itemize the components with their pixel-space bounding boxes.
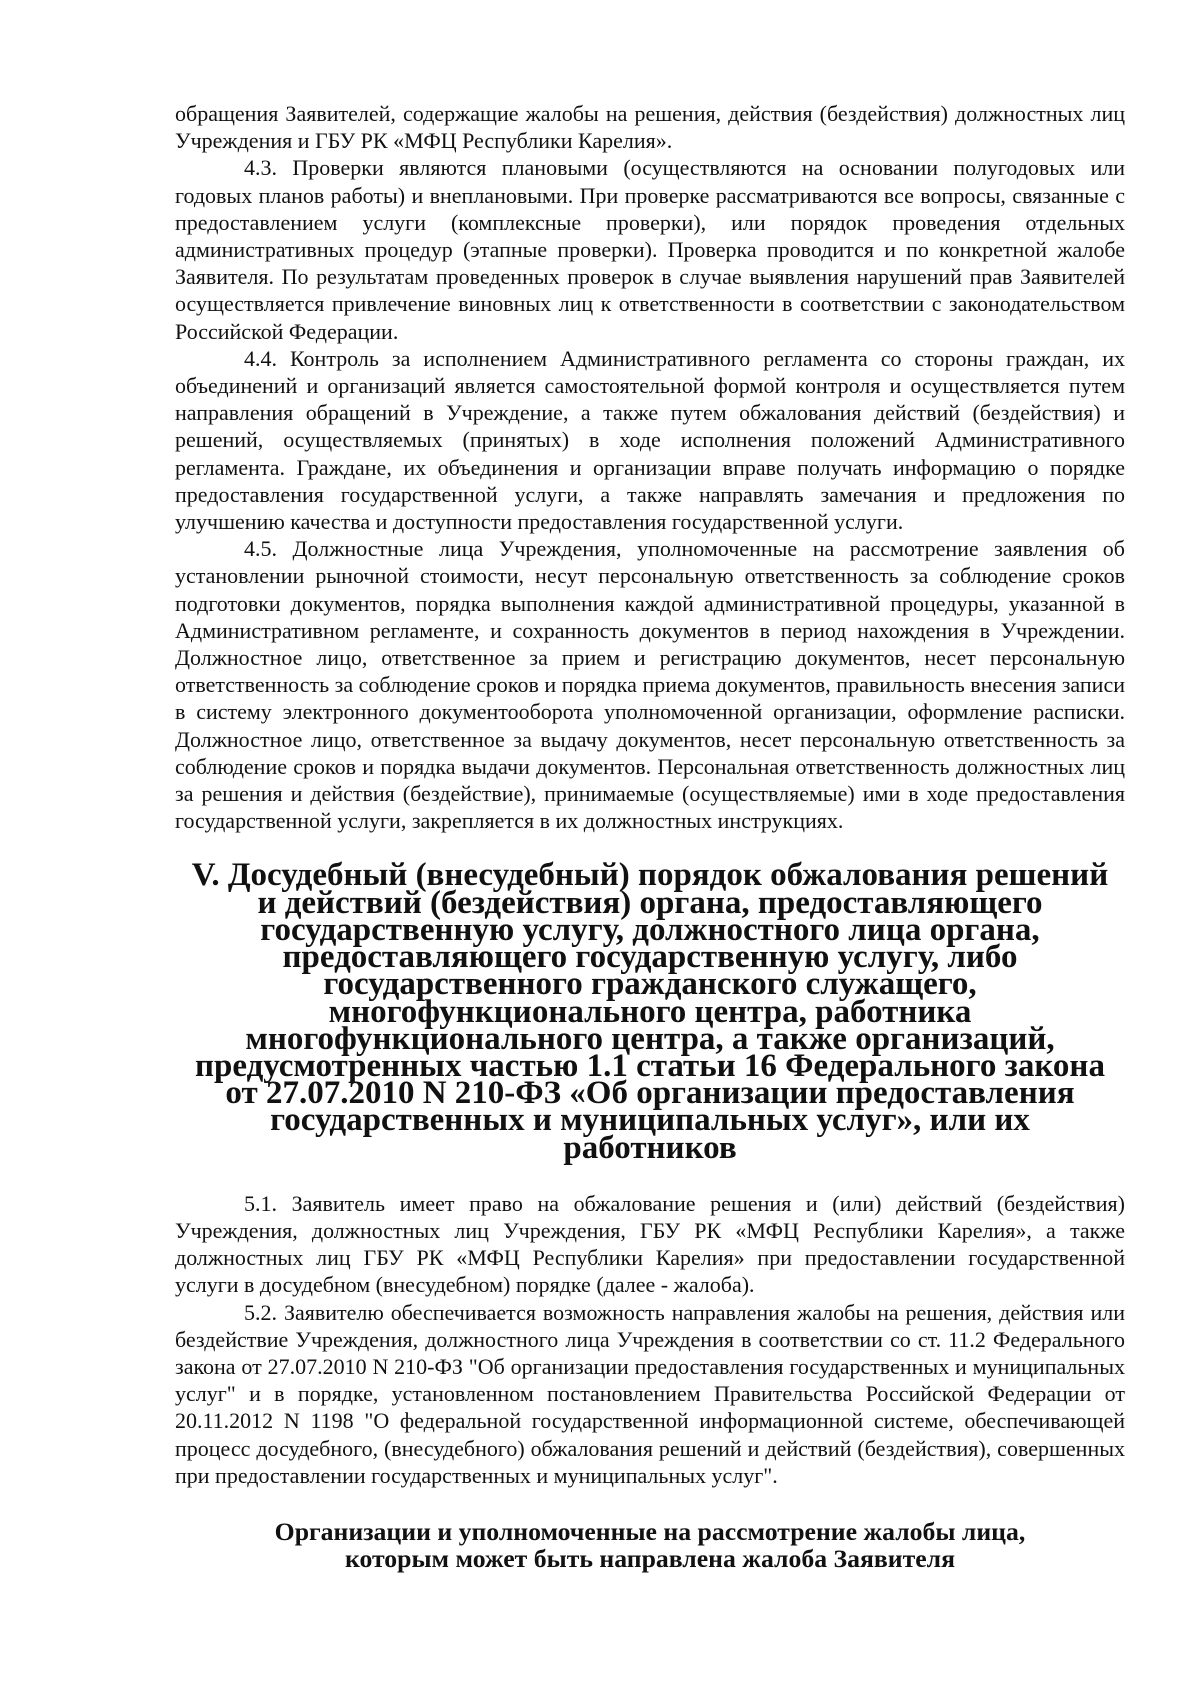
document-page bbox=[175, 100, 1125, 1572]
paragraph-5-2: 5.2. Заявителю обеспечивается возможность направления жалобы на решения, действия или бездействие Учреждения, должностного лица Учреждения в соответствии со ст. 11.2 Федерального закона от 27.07.2010 N 210-ФЗ "Об организации предоставления государственных и муниципальных услуг" и в порядке, установленном постановлением Правительства Российской Федерации от 20.11.2012 N 1198 "О федеральной государственной информационной системе, обеспечивающей процесс досудебного, (внесудебного) обжалования решений и действий (бездействия), совершенных при предоставлении государственных и муниципальных услуг". bbox=[175, 1299, 1125, 1488]
paragraph-4-3: 4.3. Проверки являются плановыми (осуществляются на основании полугодовых или годовых планов работы) и внеплановыми. При проверке рассматриваются все вопросы, связанные с предоставлением услуги (комплексные проверки), или порядок проведения отдельных административных процедур (этапные проверки). Проверка проводится и по конкретной жалобе Заявителя. По результатам проведенных проверок в случае выявления нарушений прав Заявителей осуществляется привлечение виновных лиц к ответственности в соответствии с законодательством Российской Федерации. bbox=[175, 155, 1125, 344]
paragraph-4-4: 4.4. Контроль за исполнением Административного регламента со стороны граждан, их объединений и организаций является самостоятельной формой контроля и осуществляется путем направления обращений в Учреждение, а также путем обжалования действий (бездействия) и решений, осуществляемых (принятых) в ходе исполнения положений Административного регламента. Граждане, их объединения и организации вправе получать информацию о порядке предоставления государственной услуги, а также направлять замечания и предложения по улучшению качества и доступности предоставления государственной услуги. bbox=[175, 345, 1125, 535]
paragraph-5-1: 5.1. Заявитель имеет право на обжалование решения и (или) действий (бездействия) Учреждения, должностных лиц Учреждения, ГБУ РК «МФЦ Республики Карелия», а также должностных лиц ГБУ РК «МФЦ Республики Карелия» при предоставлении государственной услуги в досудебном (внесудебном) порядке (далее - жалоба). bbox=[175, 1190, 1125, 1298]
organizations-heading-line-1: Организации и уполномоченные на рассмотрение жалобы лица, bbox=[274, 1516, 1026, 1546]
organizations-heading bbox=[175, 1518, 1125, 1572]
organizations-heading-line-2: которым может быть направлена жалоба Заявителя bbox=[344, 1544, 956, 1574]
paragraph-4-5: 4.5. Должностные лица Учреждения, уполномоченные на рассмотрение заявления об установлении рыночной стоимости, несут персональную ответственность за соблюдение сроков подготовки документов, порядка выполнения каждой административной процедуры, указанной в Административном регламенте, и сохранность документов в период нахождения в Учреждении. Должностное лицо, ответственное за прием и регистрацию документов, несет персональную ответственность за соблюдение сроков и порядка приема документов, правильность внесения записи в систему электронного документооборота уполномоченной организации, оформление расписки. Должностное лицо, ответственное за выдачу документов, несет персональную ответственность за соблюдение сроков и порядка выдачи документов. Персональная ответственность должностных лиц за решения и действия (бездействие), принимаемые (осуществляемые) ими в ходе предоставления государственной услуги, закрепляется в их должностных инструкциях. bbox=[175, 536, 1125, 834]
section-v-heading: V. Досудебный (внесудебный) порядок обжалования решений и действий (бездействия) органа, предоставляющего государственную услугу, должностного лица органа, предоставляющего государственную услугу, либо государственного гражданского служащего, многофункционального центра, работника многофункционального центра, а также организаций, предусмотренных частью 1.1 статьи 16 Федерального закона от 27.07.2010 N 210-ФЗ «Об организации предоставления государственных и муниципальных услуг», или их работников bbox=[191, 857, 1109, 1166]
paragraph-4-2-continuation: обращения Заявителей, содержащие жалобы на решения, действия (бездействия) должностных лиц Учреждения и ГБУ РК «МФЦ Республики Карелия». bbox=[175, 101, 1125, 154]
